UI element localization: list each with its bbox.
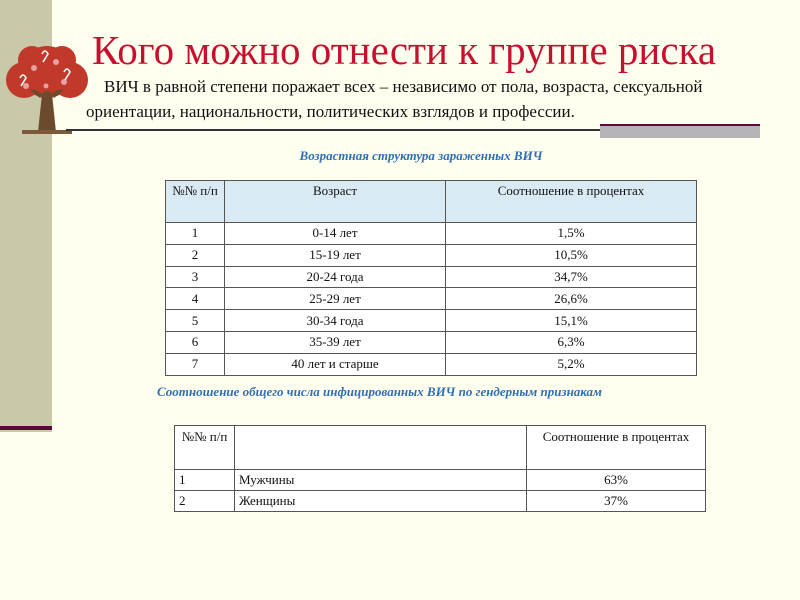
page-title: Кого можно отнести к группе риска [92,27,717,73]
subtitle [86,74,776,124]
table-row [166,244,697,266]
cell-age: 40 лет и старше [225,353,446,375]
cell-number: 6 [166,331,225,353]
decorative-bar [600,124,760,138]
cell-percent: 37% [527,491,706,512]
subtitle-line-1: ВИЧ в равной степени поражает всех – независимо от пола, возраста, сексуальной [104,77,703,96]
column-header-number: №№ п/п [175,426,235,470]
column-header-age: Возраст [225,181,446,223]
column-header-number: №№ п/п [166,181,225,223]
table-row [166,353,697,375]
cell-age: 30-34 года [225,310,446,332]
cell-number: 1 [175,470,235,491]
table-header-row [166,181,697,223]
age-table [165,180,697,376]
age-table-caption: Возрастная структура зараженных ВИЧ [299,148,543,163]
cell-percent: 34,7% [446,266,697,288]
cell-age: 15-19 лет [225,244,446,266]
cell-percent: 63% [527,470,706,491]
cell-percent: 6,3% [446,331,697,353]
cell-age: 35-39 лет [225,331,446,353]
cell-number: 5 [166,310,225,332]
column-header-percent: Соотношение в процентах [446,181,697,223]
gender-table [174,425,706,512]
cell-age: 0-14 лет [225,223,446,245]
table-header-row [175,426,706,470]
cell-number: 3 [166,266,225,288]
red-ribbon-tree-icon [2,42,92,138]
gender-table-caption: Соотношение общего числа инфицированных ВИЧ по гендерным признакам [157,384,602,399]
cell-gender: Мужчины [235,470,527,491]
cell-age: 25-29 лет [225,288,446,310]
cell-number: 4 [166,288,225,310]
cell-percent: 1,5% [446,223,697,245]
cell-age: 20-24 года [225,266,446,288]
divider-line [66,129,600,131]
subtitle-line-2: ориентации, национальности, политических взглядов и профессии. [86,102,575,121]
table-row [175,491,706,512]
cell-percent: 26,6% [446,288,697,310]
cell-number: 1 [166,223,225,245]
table-row [166,331,697,353]
table-row [166,223,697,245]
table-row [166,310,697,332]
cell-number: 2 [166,244,225,266]
cell-number: 2 [175,491,235,512]
table-row [175,470,706,491]
column-header-percent: Соотношение в процентах [527,426,706,470]
table-row [166,266,697,288]
column-header-gender [235,426,527,470]
table-row [166,288,697,310]
cell-percent: 5,2% [446,353,697,375]
cell-percent: 10,5% [446,244,697,266]
cell-gender: Женщины [235,491,527,512]
sidebar-accent-line [0,426,52,430]
cell-percent: 15,1% [446,310,697,332]
cell-number: 7 [166,353,225,375]
